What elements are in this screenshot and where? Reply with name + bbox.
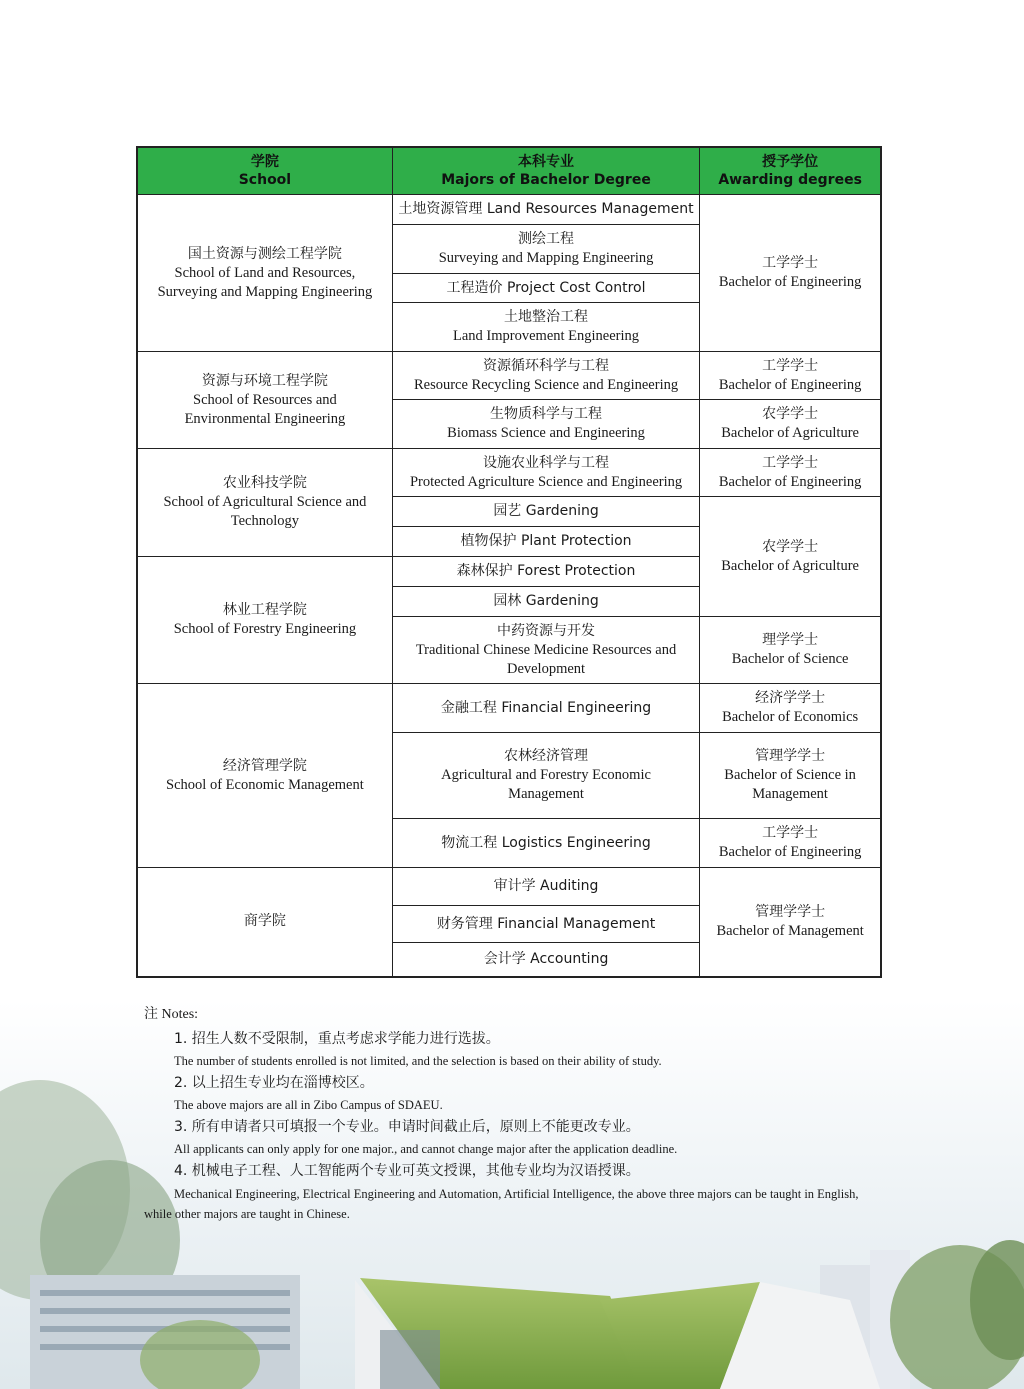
column-header-degree: 授予学位 Awarding degrees xyxy=(700,147,881,195)
table-row xyxy=(137,868,881,906)
table-row xyxy=(137,684,881,733)
note-en: The above majors are all in Zibo Campus of SDAEU. xyxy=(174,1098,443,1112)
note-en: The number of students enrolled is not limited, and the selection is based on their ability of study. xyxy=(174,1054,662,1068)
table-row xyxy=(137,352,881,400)
major-cell: 审计学 Auditing xyxy=(392,868,699,906)
school-cell: 国土资源与测绘工程学院 School of Land and Resources, Surveying and Mapping Engineering xyxy=(137,195,392,352)
notes-title: 注 Notes: xyxy=(144,1007,199,1022)
major-cell: 物流工程 Logistics Engineering xyxy=(392,819,699,868)
school-cell: 农业科技学院 School of Agricultural Science and Technology xyxy=(137,449,392,557)
major-cell: 生物质科学与工程 Biomass Science and Engineering xyxy=(392,400,699,449)
school-cell: 林业工程学院 School of Forestry Engineering xyxy=(137,557,392,684)
major-cell: 植物保护 Plant Protection xyxy=(392,527,699,557)
note-zh: 1. 招生人数不受限制，重点考虑求学能力进行选拔。 xyxy=(174,1031,500,1047)
degree-cell: 工学学士 Bachelor of Engineering xyxy=(700,819,881,868)
major-cell: 资源循环科学与工程 Resource Recycling Science and Engineering xyxy=(392,352,699,400)
column-header-school: 学院 School xyxy=(137,147,392,195)
degree-cell: 农学学士 Bachelor of Agriculture xyxy=(700,400,881,449)
note-zh: 2. 以上招生专业均在淄博校区。 xyxy=(174,1075,374,1091)
major-cell: 森林保护 Forest Protection xyxy=(392,557,699,587)
table-row xyxy=(137,195,881,225)
note-en: All applicants can only apply for one major., and cannot change major after the application deadline. xyxy=(174,1142,678,1156)
column-header-major: 本科专业 Majors of Bachelor Degree xyxy=(392,147,699,195)
school-cell: 商学院 xyxy=(137,868,392,977)
degree-cell: 管理学学士 Bachelor of Management xyxy=(700,868,881,977)
table-row xyxy=(137,449,881,497)
degree-cell: 工学学士 Bachelor of Engineering xyxy=(700,352,881,400)
major-cell: 农林经济管理 Agricultural and Forestry Economic Management xyxy=(392,733,699,819)
degree-cell: 理学学士 Bachelor of Science xyxy=(700,617,881,684)
major-cell: 土地资源管理 Land Resources Management xyxy=(392,195,699,225)
major-cell: 会计学 Accounting xyxy=(392,943,699,977)
school-cell: 经济管理学院 School of Economic Management xyxy=(137,684,392,868)
degree-cell: 农学学士 Bachelor of Agriculture xyxy=(700,497,881,617)
degree-cell: 工学学士 Bachelor of Engineering xyxy=(700,195,881,352)
major-cell: 工程造价 Project Cost Control xyxy=(392,274,699,303)
major-cell: 测绘工程 Surveying and Mapping Engineering xyxy=(392,225,699,274)
major-cell: 园林 Gardening xyxy=(392,587,699,617)
note-en: Mechanical Engineering, Electrical Engineering and Automation, Artificial Intelligence, the above three majors can be taught in English, while other majors are taught in Chinese. xyxy=(144,1187,859,1221)
note-zh: 4. 机械电子工程、人工智能两个专业可英文授课，其他专业均为汉语授课。 xyxy=(174,1163,640,1179)
majors-table xyxy=(136,146,882,978)
major-cell: 土地整治工程 Land Improvement Engineering xyxy=(392,303,699,352)
degree-cell: 经济学学士 Bachelor of Economics xyxy=(700,684,881,733)
degree-cell: 管理学学士 Bachelor of Science in Management xyxy=(700,733,881,819)
note-zh: 3. 所有申请者只可填报一个专业。申请时间截止后，原则上不能更改专业。 xyxy=(174,1119,640,1135)
major-cell: 设施农业科学与工程 Protected Agriculture Science and Engineering xyxy=(392,449,699,497)
major-cell: 园艺 Gardening xyxy=(392,497,699,527)
school-cell: 资源与环境工程学院 School of Resources and Environmental Engineering xyxy=(137,352,392,449)
notes-section xyxy=(144,1006,889,1224)
major-cell: 财务管理 Financial Management xyxy=(392,906,699,943)
table-header-row xyxy=(137,147,881,195)
major-cell: 金融工程 Financial Engineering xyxy=(392,684,699,733)
degree-cell: 工学学士 Bachelor of Engineering xyxy=(700,449,881,497)
major-cell: 中药资源与开发 Traditional Chinese Medicine Resources and Development xyxy=(392,617,699,684)
